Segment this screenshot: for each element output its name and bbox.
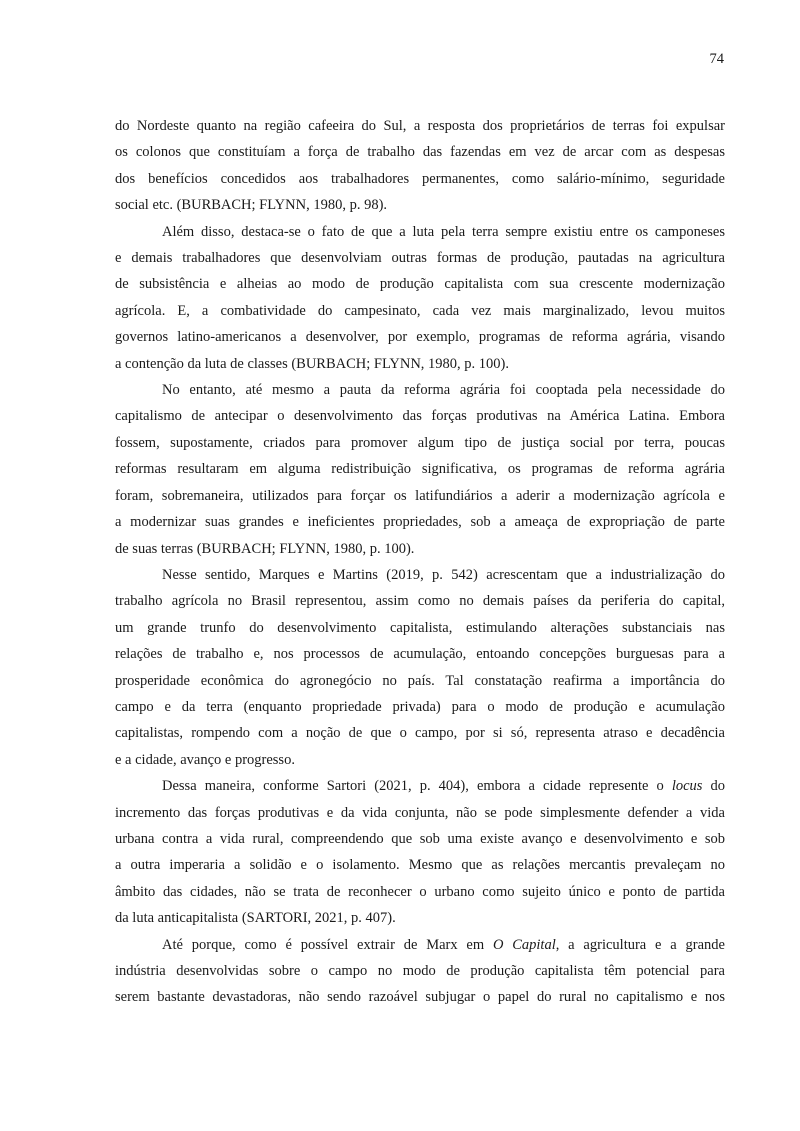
paragraph-5-line-5: âmbito das cidades, não se trata de reconhecer o urbano como sujeito único e ponto de partida [115,883,725,900]
paragraph-3-line-6: a modernizar suas grandes e ineficientes propriedades, sob a ameaça de expropriação de parte [115,514,725,531]
paragraph-5-line-4: a outra imperaria a solidão e o isolamento. Mesmo que as relações mercantis prevaleçam no [115,857,725,874]
paragraph-1-line-1: do Nordeste quanto na região cafeeira do Sul, a resposta dos proprietários de terras foi expulsar [115,118,725,134]
paragraph-3-line-3: fossem, supostamente, criados para promover algum tipo de justiça social por terra, poucas [115,434,725,451]
paragraph-2-line-6: a contenção da luta de classes (BURBACH; FLYNN, 1980, p. 100). [115,355,510,372]
paragraph-1-line-4: social etc. (BURBACH; FLYNN, 1980, p. 98). [115,197,388,214]
paragraph-5-line-2: incremento das forças produtivas e da vida conjunta, não se pode simplesmente defender a vida [115,804,725,821]
paragraph-2-line-5: governos latino-americanos a desenvolver, por exemplo, programas de reforma agrária, visando [115,329,725,346]
paragraph-6-text-before-italic: Até porque, como é possível extrair de Marx em [162,936,493,953]
paragraph-4-line-6: campo e da terra (enquanto propriedade privada) para o modo de produção e acumulação [115,698,725,715]
paragraph-3-line-1: No entanto, até mesmo a pauta da reforma agrária foi cooptada pela necessidade do [162,382,725,399]
paragraph-4-line-7: capitalistas, rompendo com a noção de que o campo, por si só, representa atraso e decadência [115,725,725,742]
paragraph-6-line-2: indústria desenvolvidas sobre o campo no modo de produção capitalista têm potencial para [115,963,725,979]
paragraph-4-line-3: um grande trunfo do desenvolvimento capitalista, estimulando alterações substanciais nas [115,619,725,636]
paragraph-5-line-1 [115,773,725,799]
paragraph-2-line-2: e demais trabalhadores que desenvolviam outras formas de produção, pautadas na agricultura [115,250,725,267]
paragraph-4-line-1: Nesse sentido, Marques e Martins (2019, p. 542) acrescentam que a industrialização do [162,566,725,583]
paragraph-3-line-5: foram, sobremaneira, utilizados para forçar os latifundiários a aderir a modernização agrícola e [115,487,725,504]
paragraph-4-line-5: prosperidade econômica do agronegócio no país. Tal constatação reafirma a importância do [115,672,725,689]
paragraph-2-line-1: Além disso, destaca-se o fato de que a luta pela terra sempre existiu entre os camponeses [162,223,725,240]
paragraph-3-line-4: reformas resultaram em alguma redistribuição significativa, os programas de reforma agrária [115,461,725,478]
paragraph-1-line-3: dos benefícios concedidos aos trabalhadores permanentes, como salário-mínimo, seguridade [115,170,725,187]
paragraph-6-italic-title: O Capital [492,936,556,953]
paragraph-2-line-3: de subsistência e alheias ao modo de produção capitalista com sua crescente modernização [115,276,725,293]
paragraph-3-line-7: de suas terras (BURBACH; FLYNN, 1980, p. 100). [115,540,415,557]
paragraph-4-line-4: relações de trabalho e, nos processos de acumulação, entoando concepções burguesas para a [115,646,725,663]
page-number: 74 [709,51,724,67]
paragraph-4-line-8: e a cidade, avanço e progresso. [115,751,295,768]
paragraph-5-italic-term: locus [671,778,703,795]
paragraph-2-line-4: agrícola. E, a combatividade do campesinato, cada vez mais marginalizado, levou muitos [115,302,725,319]
paragraph-1-line-2: os colonos que constituíam a força de trabalho das fazendas em vez de arcar com as despesas [115,144,725,161]
body-text [115,113,725,1011]
paragraph-6-line-1 [115,932,725,958]
paragraph-5-line-6: da luta anticapitalista (SARTORI, 2021, p. 407). [115,910,396,927]
paragraph-5-text-before-italic: Dessa maneira, conforme Sartori (2021, p. 404), embora a cidade represente o [162,778,672,795]
paragraph-6-line-3: serem bastante devastadoras, não sendo razoável subjugar o papel do rural no capitalismo e nos [115,989,725,1006]
paragraph-4-line-2: trabalho agrícola no Brasil representou, assim como no demais países da periferia do capital, [115,593,725,610]
paragraph-6-text-after-italic: , a agricultura e a grande [555,936,725,953]
paragraph-5-text-after-italic: do [702,778,725,795]
paragraph-3-line-2: capitalismo de antecipar o desenvolvimento das forças produtivas na América Latina. Embora [115,408,725,425]
paragraph-5-line-3: urbana contra a vida rural, compreendendo que sob uma existe avanço e desenvolvimento e sob [115,830,725,847]
